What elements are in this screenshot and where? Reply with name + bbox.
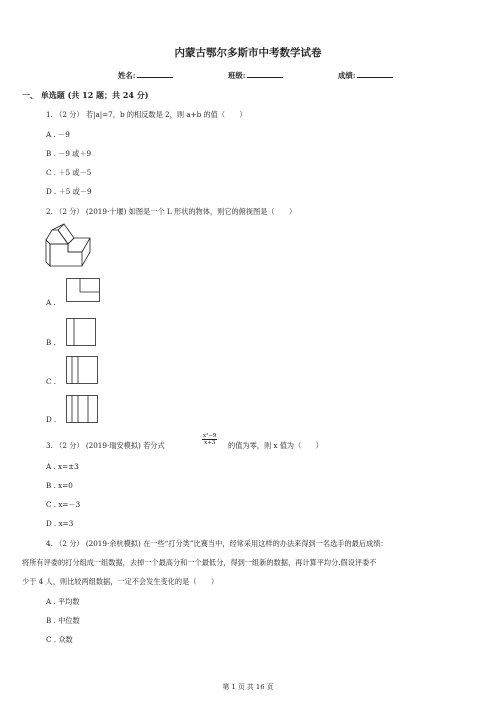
q3-stem-before: 3. （2 分） (2019·瑞安模拟) 若分式: [46, 441, 165, 450]
q1-stem: 1. （2 分） 若|a|=7，b 的相反数是 2，则 a+b 的值（ ）: [46, 110, 247, 119]
q3-stem-after: 的值为零，则 x 值为（ ）: [228, 441, 323, 450]
q4-option-a: A . 平均数: [46, 597, 80, 606]
q1-option-d: D . ＋5 或－9: [46, 187, 92, 196]
q4-option-c: C . 众数: [46, 635, 73, 644]
q3-option-b: B . x=0: [46, 481, 73, 490]
q1-option-b: B . －9 或＋9: [46, 149, 92, 158]
q3-option-c: C . x=－3: [46, 500, 81, 509]
q4-option-b: B . 中位数: [46, 616, 80, 625]
page-footer: 第 1 页 共 16 页: [222, 683, 274, 691]
q4-stem-line3: 少于 4 人，则比较两组数据，一定不会发生变化的是（ ）: [22, 577, 219, 586]
q2-option-c: C .: [46, 377, 57, 386]
q2-option-d-figure: [66, 395, 98, 423]
q3-option-d: D . x=3: [46, 519, 74, 528]
q2-option-b: B .: [46, 338, 56, 347]
name-field: [118, 70, 173, 81]
section-heading: 一、 单选题 (共 12 题；共 24 分): [22, 90, 149, 100]
q2-option-a: A .: [46, 298, 56, 307]
q2-option-d: D .: [46, 415, 57, 424]
name-label: 姓名:: [118, 71, 136, 80]
q3-fraction-numerator: x²−9: [203, 433, 217, 439]
score-blank: [357, 70, 393, 78]
q3-fraction-denominator: x+3: [204, 440, 216, 446]
class-field: [228, 70, 283, 81]
q1-option-a: A . －9: [46, 130, 70, 139]
q2-stem: 2. （2 分） (2019·十堰) 如图是一个 L 形状的物体，则它的俯视图是（ ）: [46, 207, 297, 216]
class-label: 班级:: [228, 71, 246, 80]
q3-fraction: [202, 433, 217, 446]
class-blank: [247, 70, 283, 78]
score-field: [338, 70, 393, 81]
q4-stem-line1: 4. （2 分） (2019·余杭模拟) 在一些“打分类”比赛当中，经常采用这样的办法来得到一名选手的最后成绩：: [46, 539, 388, 548]
l-shape-figure: [44, 222, 92, 268]
q1-option-c: C . ＋5 或－5: [46, 168, 92, 177]
q2-option-b-figure: [66, 318, 96, 346]
name-blank: [137, 70, 173, 78]
score-label: 成绩:: [338, 71, 356, 80]
q2-option-c-figure: [66, 356, 98, 384]
page-title: 内蒙古鄂尔多斯市中考数学试卷: [174, 47, 322, 59]
q2-option-a-figure: [66, 278, 100, 302]
q3-option-a: A . x=±3: [46, 462, 79, 471]
q4-stem-line2: 将所有评委的打分组成一组数据，去掉一个最高分和一个最低分，得到一组新的数据，再计算平均分.假设评委不: [22, 558, 377, 567]
